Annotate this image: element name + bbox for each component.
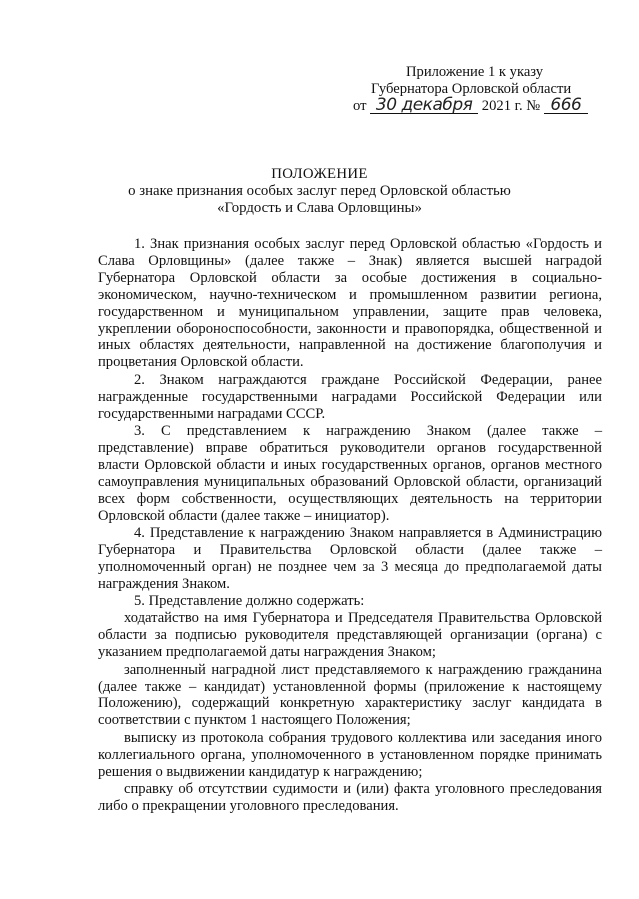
list-item-protocol-extract: выписку из протокола собрания трудового коллектива или заседания иного коллегиального органа, уполномоченного в установленном порядке принимать решения о выдвижении кандидатур к награждению; xyxy=(98,729,602,780)
paragraph-5: 5. Представление должно содержать: xyxy=(134,593,365,610)
list-item-criminal-record-certificate: справку об отсутствии судимости и (или) факта уголовного преследования либо о прекращении уголовного преследования. xyxy=(98,781,602,814)
date-prefix: от xyxy=(353,98,367,114)
appendix-authority: Губернатора Орловской области xyxy=(371,81,572,97)
handwritten-number: 666 xyxy=(544,98,588,114)
paragraph-4: 4. Представление к награждению Знаком направляется в Администрацию Губернатора и Правительства Орловской области (далее также – уполномоченный орган) не позднее чем за 3 месяца до предполагаемой даты награждения Знаком. xyxy=(98,524,602,592)
list-item-petition: ходатайство на имя Губернатора и Председателя Правительства Орловской области за подписью руководителя представляющей организации (органа) с указанием предполагаемой даты награждения Знаком; xyxy=(98,610,602,661)
appendix-date-line xyxy=(353,95,588,115)
handwritten-date: 30 декабря xyxy=(370,98,478,114)
document-subtitle-line1: о знаке признания особых заслуг перед Орловской областью xyxy=(128,183,511,199)
list-item-award-sheet: заполненный наградной лист представляемого к награждению гражданина (далее также – кандидат) установленной формы (приложение к настоящему Положению), содержащий конкретную характеристику заслуг кандидата в соответствии с пунктом 1 настоящего Положения; xyxy=(98,661,602,729)
document-title: ПОЛОЖЕНИЕ xyxy=(271,166,368,182)
appendix-label: Приложение 1 к указу xyxy=(406,64,544,80)
paragraph-1: 1. Знак признания особых заслуг перед Орловской областью «Гордость и Слава Орловщины» (далее также – Знак) является высшей наградой Губернатора Орловской области за особые достижения в социально-экономическом, научно-техническом и промышленном развитии региона, государственном и муниципальном управлении, защите прав человека, укреплении обороноспособности, законности и правопорядка, общественной и иных областях деятельности, направленной на достижение благополучия и процветания Орловской области. xyxy=(98,236,602,371)
year-and-number-label: 2021 г. № xyxy=(481,98,541,114)
paragraph-3: 3. С представлением к награждению Знаком (далее также – представление) вправе обратиться руководители органов государственной власти Орловской области и иных государственных органов, органов местного самоуправления муниципальных образований Орловской области, организаций всех форм собственности, осуществляющих деятельность на территории Орловской области (далее также – инициатор). xyxy=(98,422,602,524)
document-body xyxy=(98,236,602,815)
paragraph-2: 2. Знаком награждаются граждане Российской Федерации, ранее награжденные государственными наградами Российской Федерации или государственными наградами СССР. xyxy=(98,371,602,422)
document-subtitle-line2: «Гордость и Слава Орловщины» xyxy=(217,200,422,216)
